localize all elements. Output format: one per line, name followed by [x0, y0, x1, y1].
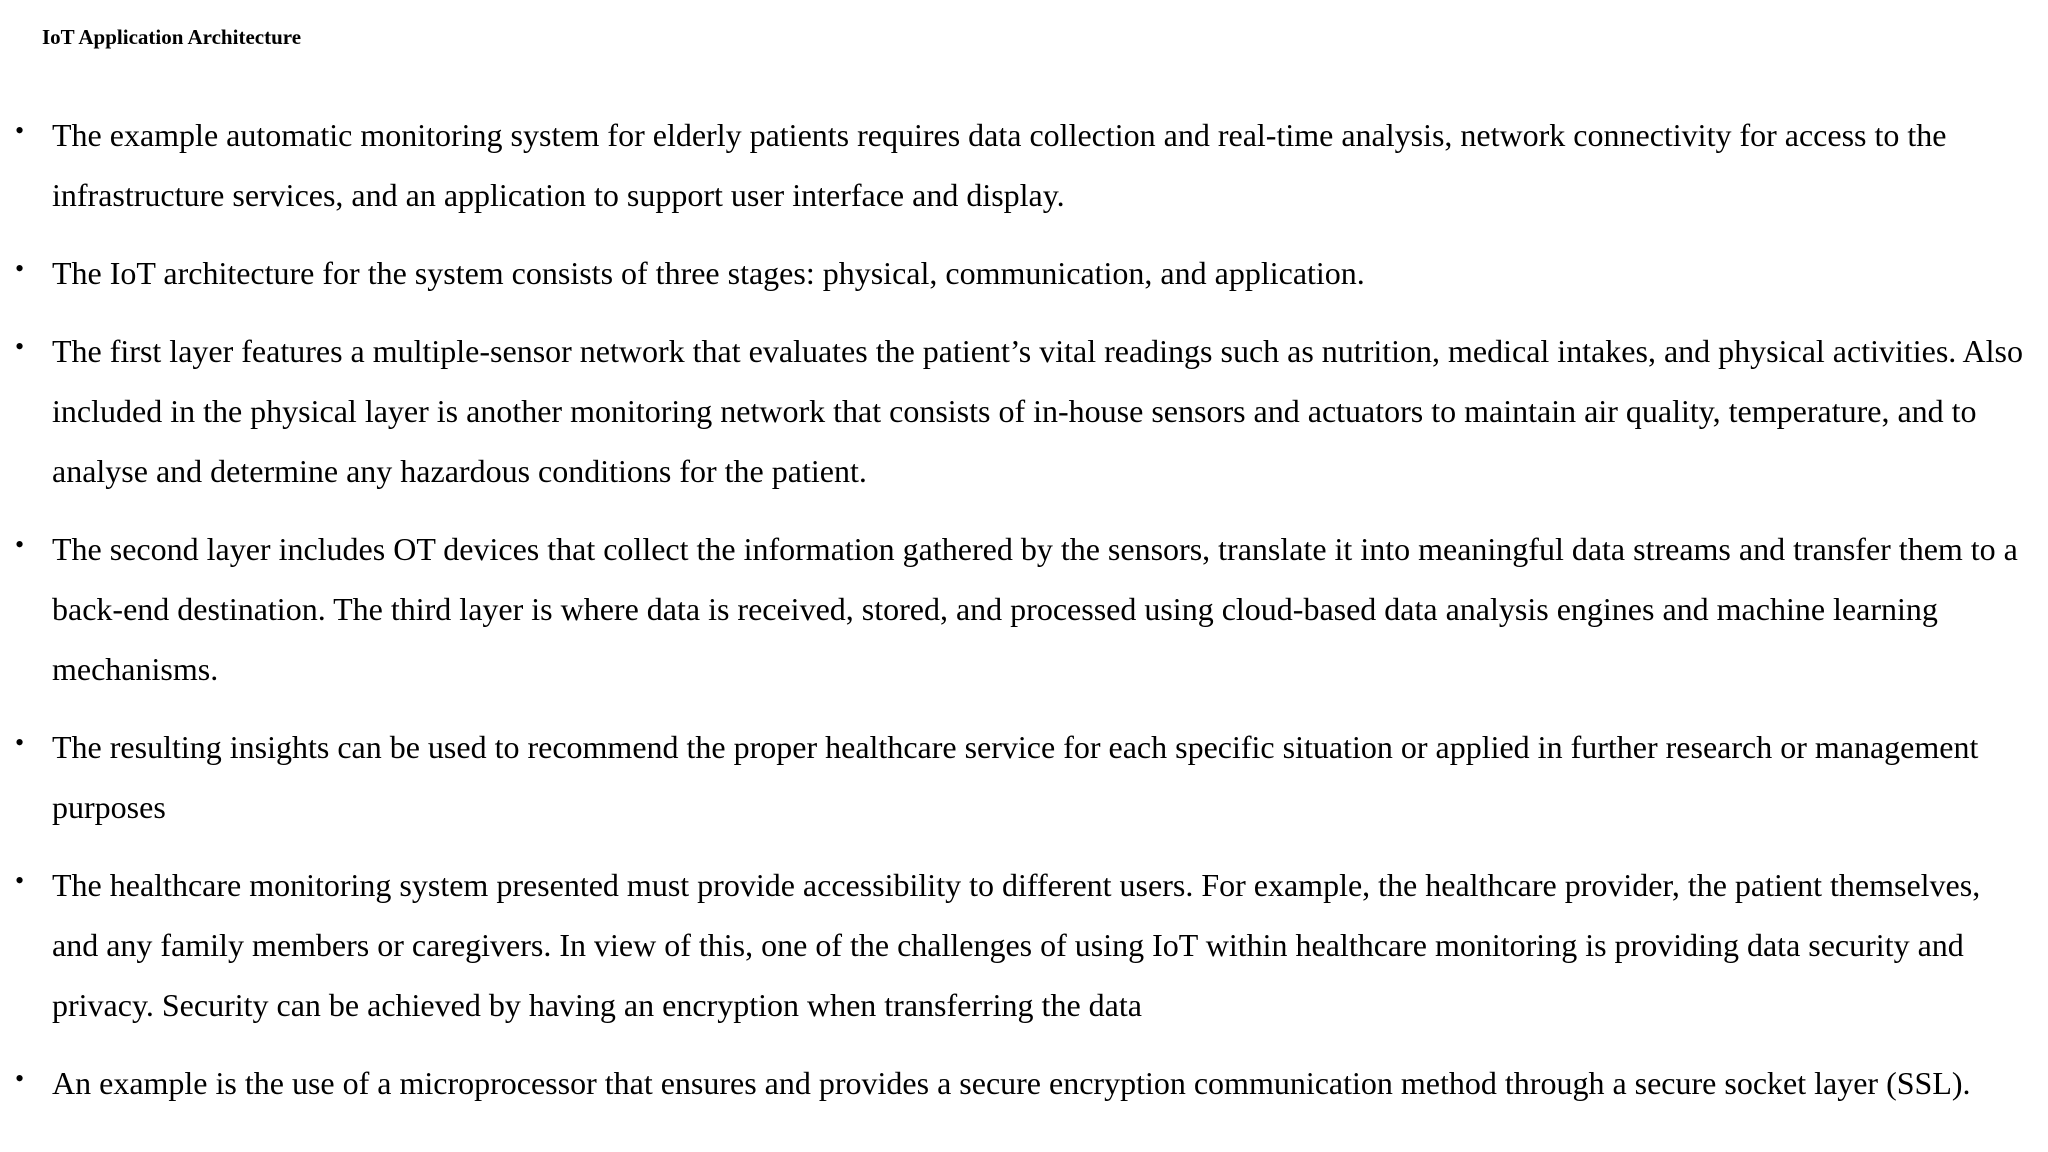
bullet-list [0, 105, 2030, 1131]
bullet-item [0, 321, 2030, 501]
bullet-icon: • [15, 254, 25, 283]
bullet-text: An example is the use of a microprocessor that ensures and provides a secure encryption communication method through a secure socket layer (SSL). [52, 1065, 1971, 1101]
bullet-icon: • [15, 866, 25, 895]
bullet-item [0, 1053, 2030, 1113]
slide-title: IoT Application Architecture [42, 25, 302, 49]
bullet-item [0, 105, 2030, 225]
bullet-item [0, 519, 2030, 699]
bullet-icon: • [15, 530, 25, 559]
bullet-text: The first layer features a multiple-sensor network that evaluates the patient’s vital readings such as nutrition, medical intakes, and physical activities. Also included in the physical layer is another monitoring network that consists of in-house sensors and actuators to maintain air quality, temperature, and to analyse and determine any hazardous conditions for the patient. [52, 333, 2023, 489]
bullet-item [0, 243, 2030, 303]
bullet-text: The healthcare monitoring system presented must provide accessibility to different users. For example, the healthcare provider, the patient themselves, and any family members or caregivers. In view of this, one of the challenges of using IoT within healthcare monitoring is providing data security and privacy. Security can be achieved by having an encryption when transferring the data [52, 867, 1981, 1023]
bullet-item [0, 855, 2030, 1035]
bullet-text: The IoT architecture for the system consists of three stages: physical, communication, and application. [52, 255, 1365, 291]
bullet-icon: • [15, 1064, 25, 1093]
bullet-icon: • [15, 728, 25, 757]
bullet-text: The second layer includes OT devices that collect the information gathered by the sensors, translate it into meaningful data streams and transfer them to a back-end destination. The third layer is where data is received, stored, and processed using cloud-based data analysis engines and machine learning mechanisms. [52, 531, 2018, 687]
bullet-icon: • [15, 332, 25, 361]
bullet-text: The resulting insights can be used to recommend the proper healthcare service for each specific situation or applied in further research or management purposes [52, 729, 1979, 825]
bullet-item [0, 717, 2030, 837]
bullet-icon: • [15, 116, 25, 145]
bullet-text: The example automatic monitoring system for elderly patients requires data collection and real-time analysis, network connectivity for access to the infrastructure services, and an application to support user interface and display. [52, 117, 1947, 213]
